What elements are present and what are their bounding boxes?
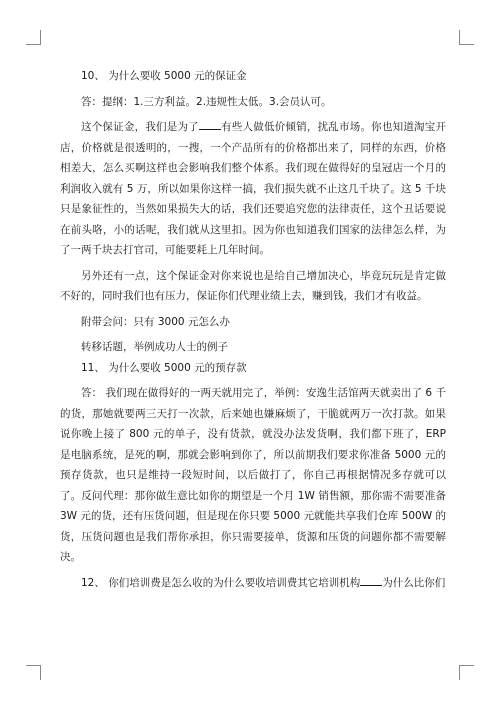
crop-mark-top-right bbox=[459, 30, 474, 45]
document-body bbox=[60, 66, 446, 593]
fill-blank bbox=[199, 120, 221, 130]
question-12-part1: 12、 你们培训费是怎么收的为什么要收培训费其它培训机构 bbox=[81, 576, 361, 589]
answer-11: 答： 我们现在做得好的一两天就用完了，举例：安逸生活馆两天就卖出了 6 千的货，那她就要两三天打一次款，后来她也嫌麻烦了，干脆就两万一次打款。如果说你晚上接了 800 元的单子，没有货款，就没办法发货啊，我们都下班了，ERP 是电脑系统，是死的啊，那就会影响到你了，所以前期我们要求你准备 5000 元的预存货款，也只是维持一段短时间，以后做打了，你自己再根据情况多存就可以了。反问代理：那你做生意比如你的期望是一个月 1W 销售额，那你需不需要准备 3W 元的货，还有压货问题，但是现在你只要 5000 元就能共享我们仓库 500W 的货，压货问题也是我们帮你承担，你只需要接单，货源和压货的问题你都不需要解决。 bbox=[60, 387, 446, 563]
topic-shift-note: 转移话题，举例成功人士的例子 bbox=[81, 341, 228, 353]
answer-10-outline: 答：提纲：1.三方利益。2.违规性太低。3.会员认可。 bbox=[81, 95, 332, 108]
fill-blank bbox=[360, 576, 382, 586]
follow-up-question: 附带会问：只有 3000 元怎么办 bbox=[81, 315, 230, 328]
question-11: 11、 为什么要收 5000 元的预存款 bbox=[81, 361, 247, 374]
paragraph-deposit-reason bbox=[60, 117, 446, 261]
paragraph-deposit-reason-part1: 这个保证金，我们是为了 bbox=[81, 121, 199, 133]
crop-mark-top-left bbox=[26, 30, 41, 45]
question-12 bbox=[60, 573, 446, 594]
crop-mark-bottom-left bbox=[26, 665, 41, 680]
question-10: 10、 为什么要收 5000 元的保证金 bbox=[81, 70, 247, 82]
crop-mark-bottom-right bbox=[459, 665, 474, 680]
paragraph-deposit-reason-part2: 有些人做低价倾销，扰乱市场。你也知道淘宝开店，价格就是很透明的，一搜，一个产品所有的价格都出来了，同样的东西，价格相差大，怎么买啊这样也会影响我们整个体系。我们现在做得好的皇冠店一个月的利润收入就有 5 万，所以如果你这样一搞，我们损失就不止这几千块了。这 5 千块只是象征性的，当然如果损失大的话，我们还要追究您的法律责任，这个丑话要说在前头咯，小的话呢，我们就从这里扣。因为你也知道我们国家的法律怎么样，为了一两千块去打官司，可能要耗上几年时间。 bbox=[60, 121, 446, 256]
question-12-part2: 为什么比你们 bbox=[382, 576, 446, 589]
paragraph-commitment: 另外还有一点，这个保证金对你来说也是给自己增加决心，毕竟玩玩是肯定做不好的，同时我们也有压力，保证你们代理业绩上去，赚到钱，我们才有收益。 bbox=[60, 269, 446, 302]
